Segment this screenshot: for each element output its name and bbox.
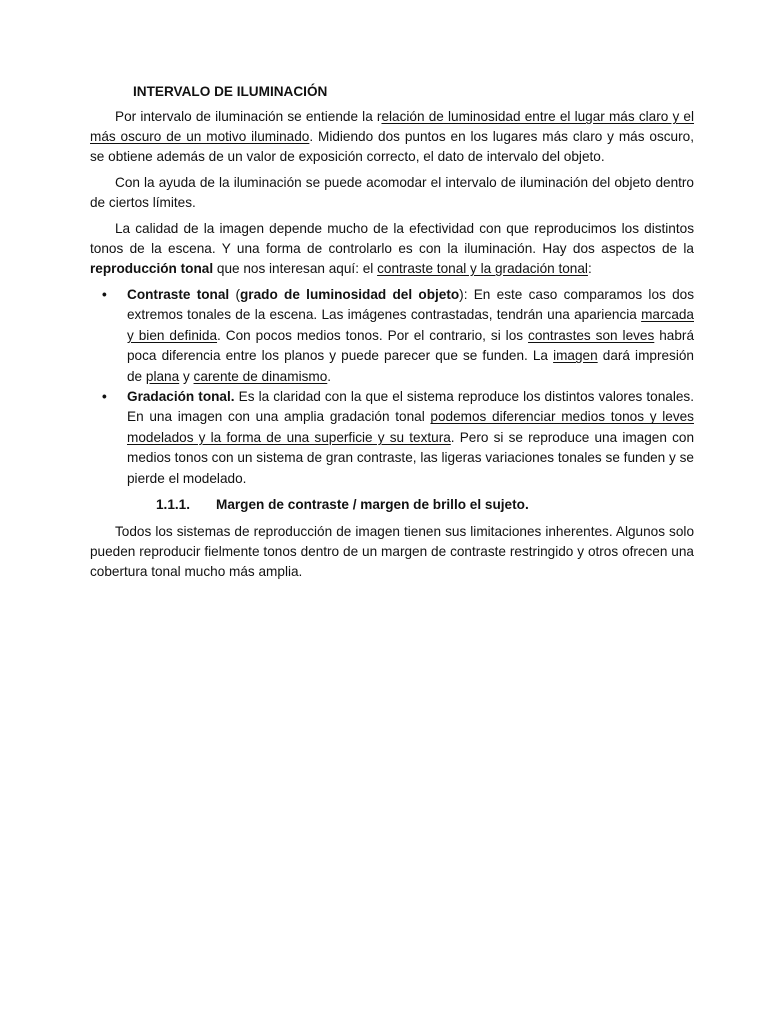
text-run: . Midiendo dos puntos en los lugares más claro y más oscuro, se obtiene además de un valor de exposición correcto, el dato de intervalo del objeto. bbox=[90, 129, 694, 164]
underlined-text: contrastes son leves bbox=[528, 327, 655, 343]
paragraph-sistemas-reproduccion: Todos los sistemas de reproducción de imagen tienen sus limitaciones inherentes. Algunos solo pueden reproducir fielmente tonos dentro de un margen de contraste restringido y otros ofrecen una cobertura tonal mucho más amplia. bbox=[90, 524, 694, 580]
subsection-number: 1.1.1. bbox=[156, 497, 191, 513]
text-run: dará impresión de bbox=[127, 348, 694, 384]
document-body bbox=[90, 82, 694, 588]
text-run: . Pero si se reproduce una imagen con medios tonos con un sistema de gran contraste, las ligeras variaciones tonales se funden y se pierde el modelado. bbox=[127, 429, 695, 486]
text-run: . Con pocos medios tonos. Por el contrario, si los bbox=[217, 327, 529, 343]
section-heading: INTERVALO DE ILUMINACIÓN bbox=[133, 84, 328, 99]
bold-text: Gradación tonal. bbox=[127, 389, 235, 405]
text-run: La calidad de la imagen depende mucho de la efectividad con que reproducimos los distintos tonos de la escena. Y una forma de controlarlo es con la iluminación. Hay dos aspectos de la bbox=[90, 221, 694, 256]
subsection-title: Margen de contraste / margen de brillo el sujeto. bbox=[216, 497, 529, 513]
underlined-text: marcada y bien definida bbox=[127, 307, 694, 343]
text-run: habrá poca diferencia entre los planos y puede parecer que se funden. La bbox=[127, 327, 695, 364]
text-run: : bbox=[587, 261, 592, 276]
text-run: ): En este caso comparamos los dos extremos tonales de la escena. Las imágenes contrastadas, tendrán una apariencia bbox=[127, 287, 694, 323]
underlined-text: podemos diferenciar medios tonos y leves modelados y la forma de una superficie y su textura bbox=[127, 409, 694, 445]
paragraph-intervalo-definition bbox=[90, 107, 694, 167]
bullet-icon: • bbox=[102, 287, 107, 302]
underlined-text: carente de dinamismo bbox=[193, 368, 328, 384]
text-run: . bbox=[327, 368, 332, 384]
underlined-text: plana bbox=[145, 368, 180, 384]
list-item-gradacion-tonal bbox=[90, 387, 694, 489]
bold-text: Contraste tonal bbox=[127, 287, 230, 302]
paragraph-calidad-imagen bbox=[90, 219, 694, 279]
text-run: Es la claridad con la que el sistema reproduce los distintos valores tonales. En una imagen con una amplia gradación tonal bbox=[127, 389, 694, 425]
text-run: que nos interesan aquí: el bbox=[213, 261, 378, 276]
text-run: y bbox=[179, 368, 194, 384]
text-run: Por intervalo de iluminación se entiende la r bbox=[115, 109, 382, 124]
bullet-list bbox=[90, 285, 694, 489]
text-run: ( bbox=[229, 287, 240, 302]
bold-text: grado de luminosidad del objeto bbox=[240, 287, 460, 302]
bold-text: reproducción tonal bbox=[90, 261, 214, 276]
bullet-icon: • bbox=[102, 389, 107, 405]
underlined-text: contraste tonal y la gradación tonal bbox=[377, 261, 588, 276]
subsection-heading bbox=[156, 495, 694, 515]
paragraph-iluminacion: Con la ayuda de la iluminación se puede acomodar el intervalo de iluminación del objeto dentro de ciertos límites. bbox=[90, 175, 694, 210]
underlined-text: elación de luminosidad entre el lugar más claro y el más oscuro de un motivo iluminado bbox=[90, 109, 695, 144]
underlined-text: imagen bbox=[553, 348, 598, 364]
list-item-contraste-tonal bbox=[90, 285, 694, 387]
